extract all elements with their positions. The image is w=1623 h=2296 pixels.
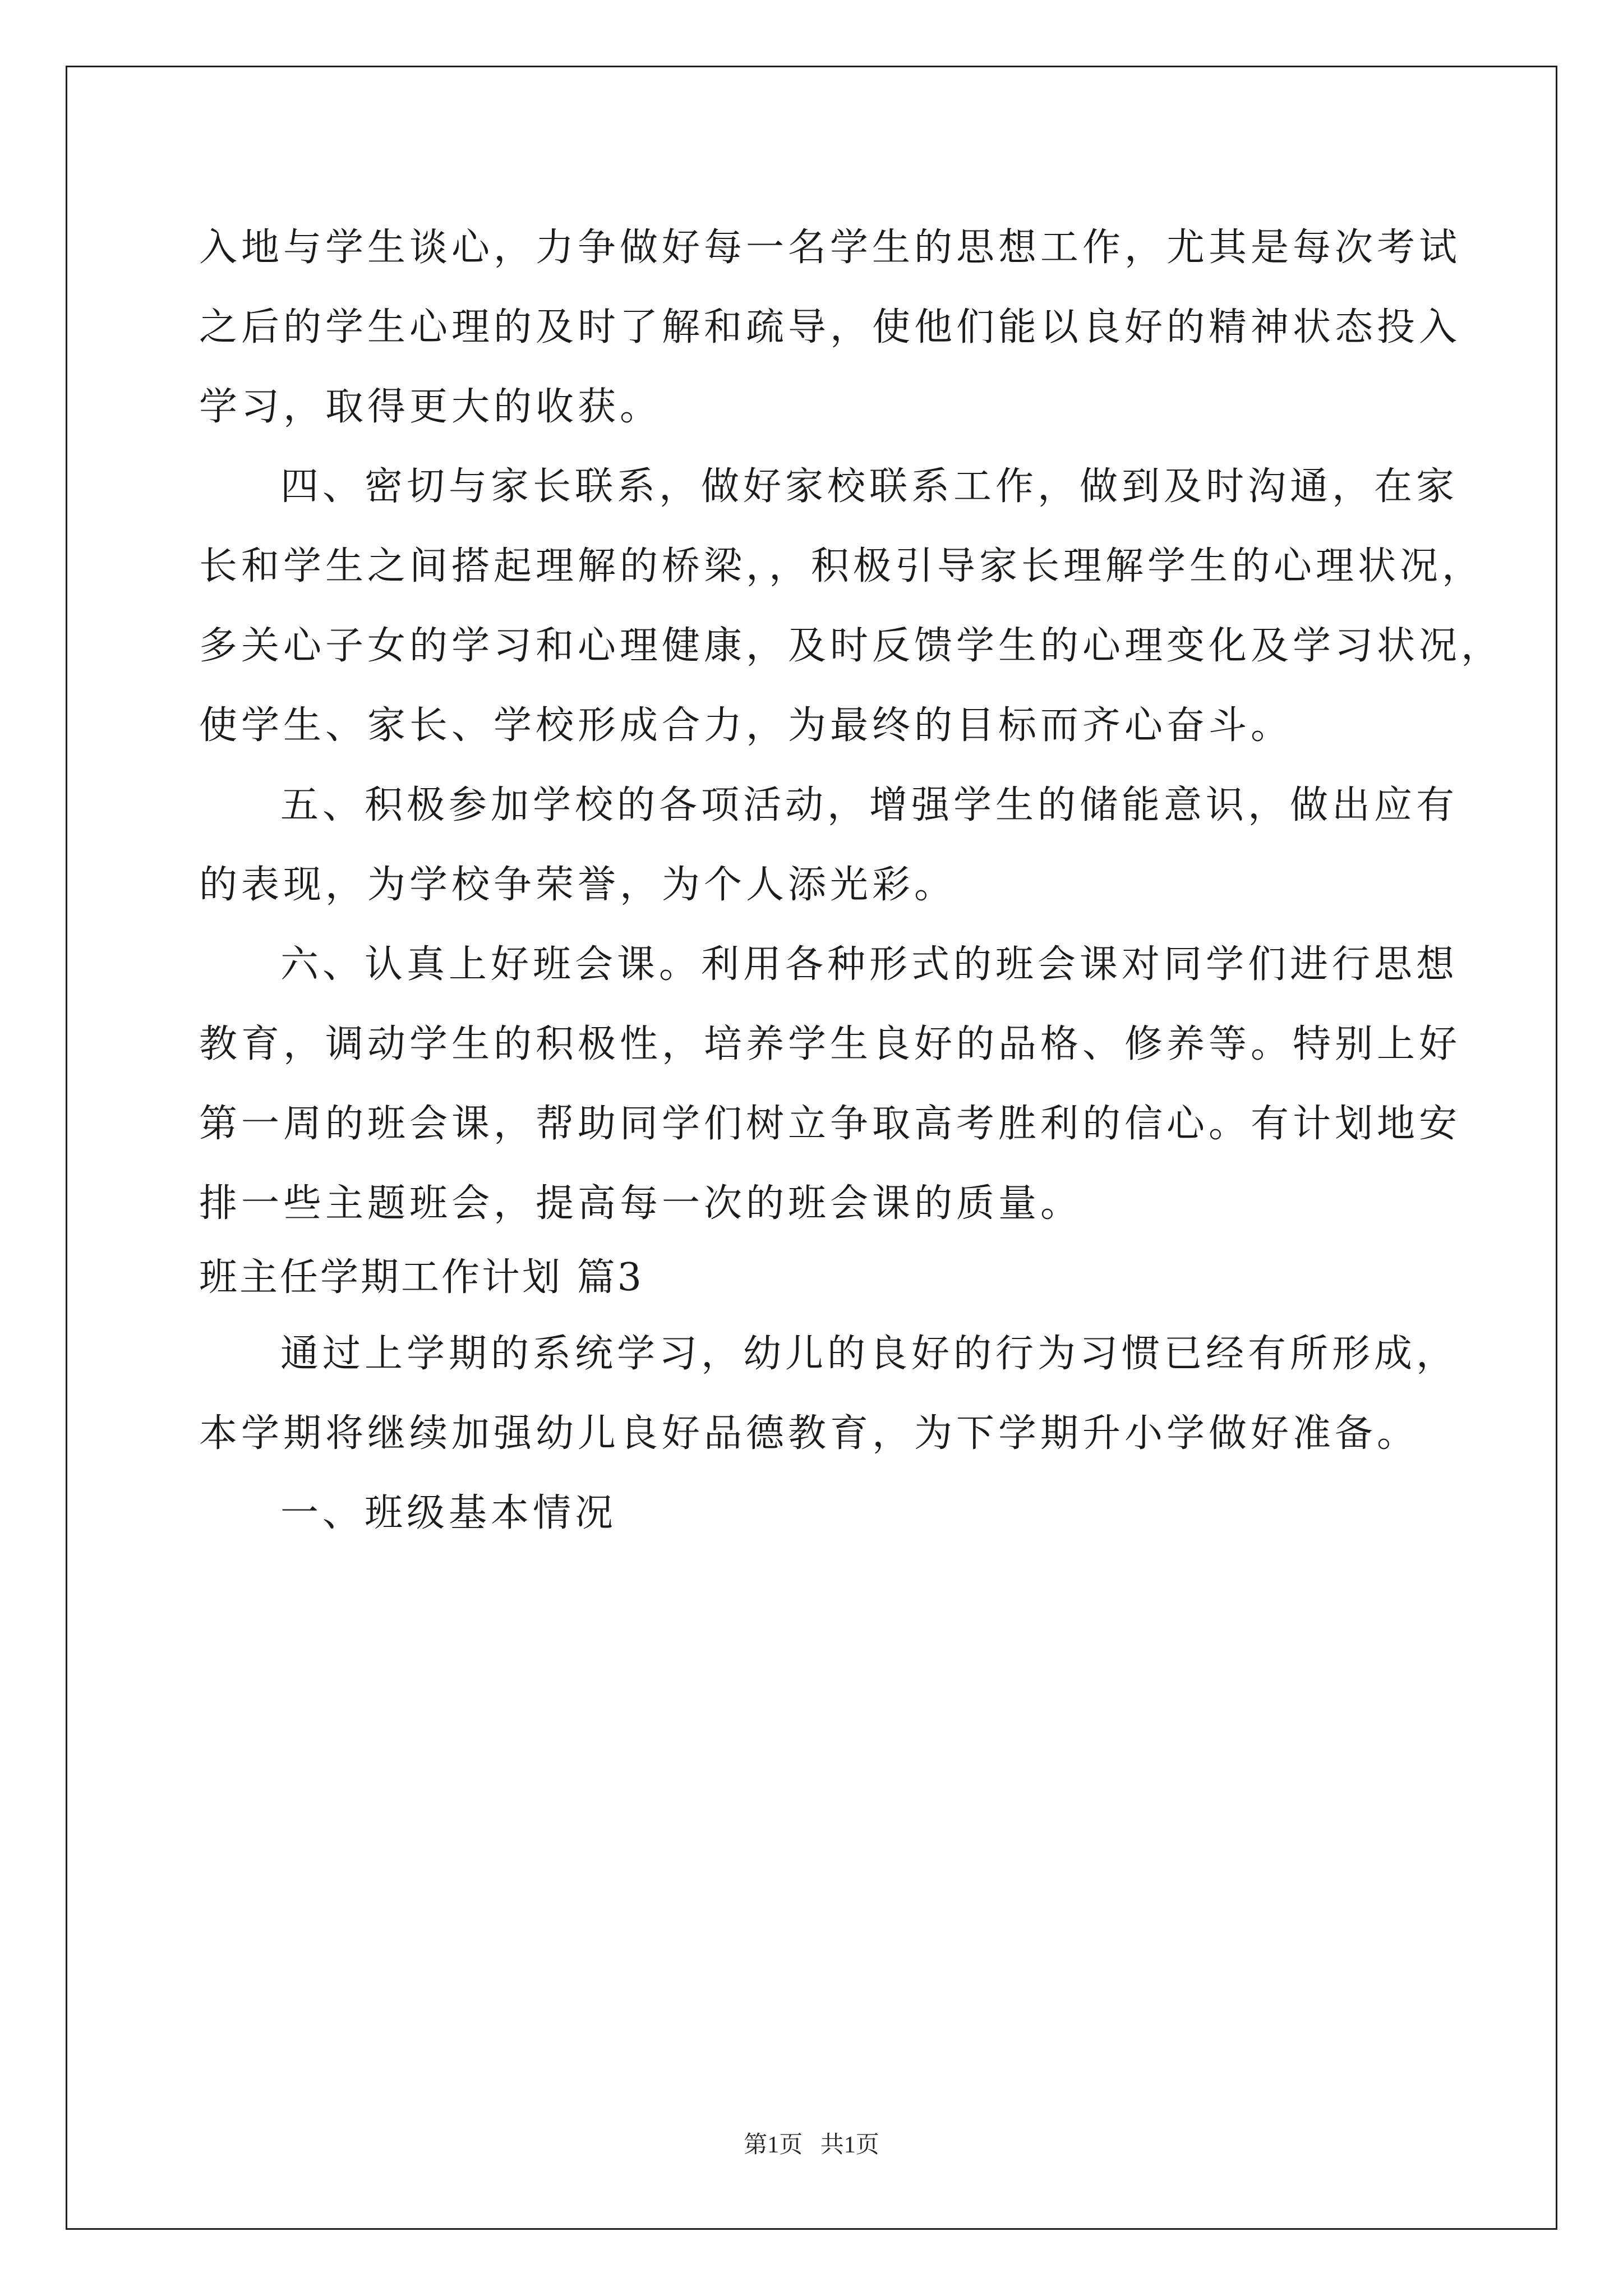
text-line: 本学期将继续加强幼儿良好品德教育，为下学期升小学做好准备。 [199, 1411, 1419, 1456]
text-line: 通过上学期的系统学习，幼儿的良好的行为习惯已经有所形成， [280, 1332, 1459, 1376]
text-line: 之后的学生心理的及时了解和疏导，使他们能以良好的精神状态投入 [199, 305, 1461, 349]
text-line: 排一些主题班会，提高每一次的班会课的质量。 [199, 1181, 1083, 1226]
text-line: 一、班级基本情况 [280, 1491, 617, 1535]
text-line: 使学生、家长、学校形成合力，为最终的目标而齐心奋斗。 [199, 703, 1293, 748]
section-heading: 班主任学期工作计划 篇3 [199, 1255, 644, 1300]
text-line: 教育，调动学生的积极性，培养学生良好的品格、修养等。特别上好 [199, 1022, 1461, 1066]
text-line: 五、积极参加学校的各项活动，增强学生的储能意识，做出应有 [280, 783, 1459, 827]
text-line: 的表现，为学校争荣誉，为个人添光彩。 [199, 863, 957, 907]
text-line: 学习，取得更大的收获。 [199, 385, 662, 429]
text-line: 长和学生之间搭起理解的桥梁，，积极引导家长理解学生的心理状况， [199, 544, 1484, 588]
text-line: 第一周的班会课，帮助同学们树立争取高考胜利的信心。有计划地安 [199, 1102, 1461, 1146]
text-line: 六、认真上好班会课。利用各种形式的班会课对同学们进行思想 [280, 942, 1459, 987]
text-line: 入地与学生谈心，力争做好每一名学生的思想工作，尤其是每次考试 [199, 226, 1461, 270]
text-line: 四、密切与家长联系，做好家校联系工作，做到及时沟通，在家 [280, 464, 1459, 509]
page-footer: 第1页 共1页 [744, 2132, 879, 2158]
text-line: 多关心子女的学习和心理健康，及时反馈学生的心理变化及学习状况， [199, 624, 1504, 668]
